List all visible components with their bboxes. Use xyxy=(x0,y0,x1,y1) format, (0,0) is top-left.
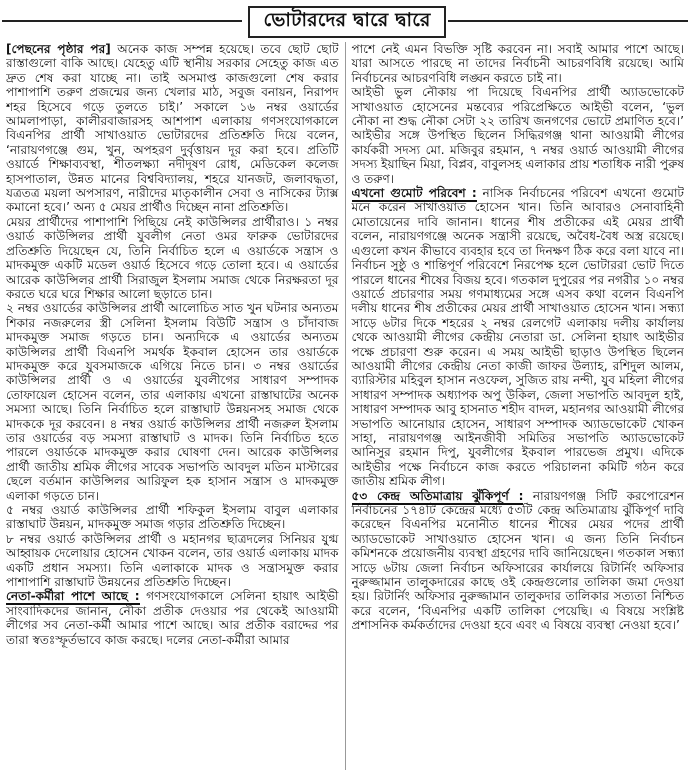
headline-rule-right xyxy=(448,20,688,22)
paragraph-text: আইভী ভুল নৌকায় পা দিয়েছে বিএনপির প্রার্থী অ্যাডভোকেট সাখাওয়াত হোসেনের মন্তব্যের পরিপ্রেক্ষিতে আইভী বলেন, ‘ভুল নৌকা না শুদ্ধ নৌকা সেটা ২২ তারিখ জনগণের ভোটে প্রমাণিত হবে।’ আইভীর সঙ্গে উপস্থিত ছিলেন সিদ্ধিরগঞ্জ থানা আওয়ামী লীগের কার্যকরী সদস্য মো. মজিবুর রহমান, ৭ নম্বর ওয়ার্ড আওয়ামী লীগের সদস্য ইয়াছিন মিয়া, বিপ্লব, বাবুলসহ এলাকার প্রায় শতাধিক নারী পুরুষ ও তরুণ। xyxy=(351,85,684,186)
paragraph-text: নাসিক নির্বাচনের পরিবেশ এখনো গুমোট মনে করেন সাখাওয়াত হোসেন খান। তিনি আবারও সেনাবাহিনী মোতায়েনের দাবি জানান। ধানের শীষ প্রতীকের এই মেয়র প্রার্থী বলেন, নারায়ণগঞ্জে অনেক সন্ত্রাসী রয়েছে, অবৈধ-বৈধ অস্ত্র রয়েছে। এগুলো কখন কীভাবে ব্যবহার হবে তা দিনক্ষণ ঠিক করে বলা যাবে না। নির্বাচন সুষ্ঠু ও শান্তিপূর্ণ পরিবেশে নিরপেক্ষ হলে ভোটাররা ভোট দিতে পারলে ধানের শীষের বিজয় হবে। গতকাল দুপুরের পর নগরীর ১০ নম্বর ওয়ার্ডে প্রচারণার সময় গণমাধ্যমের সঙ্গে এসব কথা বলেন বিএনপি দলীয় ধানের শীষ প্রতীকের মেয়র প্রার্থী সাখাওয়াত হোসেন খান। সন্ধ্যা সাড়ে ৬টার দিকে শহরের ২ নম্বর রেলগেট এলাকায় দলীয় কার্যালয় থেকে আওয়ামী লীগের কেন্দ্রীয় নেতারা ডা. সেলিনা হায়াৎ আইভীর পক্ষে প্রচারণা শুরু করেন। এ সময় আইভী ছাড়াও উপস্থিত ছিলেন আওয়ামী লীগের কেন্দ্রীয় নেতা কাজী জাফর উল্যাহ, রশিদুল আলম, ব্যারিস্টার মহিবুল হাসান নওফেল, সুজিত রায় নন্দী, যুব মহিলা লীগের সাধারণ সম্পাদক অধ্যাপক অপু উকিল, জেলা সভাপতি আবদুল হাই, সাধারণ সম্পাদক আবু হাসনাত শহীদ বাদল, মহানগর আওয়ামী লীগের সভাপতি আনোয়ার হোসেন, সাধারণ সম্পাদক অ্যাডভোকেট খোকন সাহা, নারায়ণগঞ্জ আইনজীবী সমিতির সভাপতি অ্যাডভোকেট আনিসুর রহমান দিপু, যুবলীগের ইকবাল পারভেজ প্রমুখ। এদিকে আইভীর পক্ষে নির্বাচনে কাজ করতে পরিচালনা কমিটি গঠন করে জাতীয় শ্রমিক লীগ। xyxy=(351,186,684,489)
left-paragraph-1 xyxy=(6,42,339,215)
headline xyxy=(248,6,446,38)
right-paragraph-1 xyxy=(352,42,685,85)
paragraph-text: ৫ নম্বর ওয়ার্ড কাউন্সিলর প্রার্থী শফিকুল ইসলাম বাবুল এলাকার রাস্তাঘাট উন্নয়ন, মাদকমুক্ত সমাজ গড়ার প্রতিশ্রুতি দিচ্ছেন। xyxy=(6,503,339,532)
left-paragraph-5 xyxy=(6,532,339,590)
article-columns xyxy=(6,42,684,770)
paragraph-text: ২ নম্বর ওয়ার্ডের কাউন্সিলর প্রার্থী আলোচিত সাত খুন ঘটনার অন্যতম শিকার নজরুলের স্ত্রী সেলিনা ইসলাম বিউটি সন্ত্রাস ও চাঁদাবাজ মাদকমুক্ত সমাজ গড়তে চান। অন্যদিকে এ ওয়ার্ডের অন্যতম কাউন্সিলর প্রার্থী বিএনপি সমর্থক ইকবাল হোসেন তার ওয়ার্ডকে মাদকমুক্ত করে যুবসমাজকে এগিয়ে নিতে চান। ৩ নম্বর ওয়ার্ডের কাউন্সিলর প্রার্থী ও এ ওয়ার্ডের যুবলীগের সাধারণ সম্পাদক তোফায়েল হোসেন বলেন, তার এলাকায় এখনো রাস্তাঘাটের অনেক সমস্যা আছে। তিনি নির্বাচিত হলে রাস্তাঘাট উন্নয়নসহ সমাজ থেকে মাদককে দূর করবেন। ৪ নম্বর ওয়ার্ড কাউন্সিলর প্রার্থী নজরুল ইসলাম তার ওয়ার্ডের বড় সমস্যা রাস্তাঘাট ও মাদক। তিনি নির্বাচিত হতে পারলে ওয়ার্ডকে মাদকমুক্ত করার ঘোষণা দেন। আরেক কাউন্সিলর প্রার্থী জাতীয় শ্রমিক লীগের সাবেক সভাপতি আবদুল মতিন মাস্টারের ছেলে বর্তমান কাউন্সিলর আরিফুল হক হাসান সন্ত্রাস ও মাদকমুক্ত এলাকা গড়তে চান। xyxy=(6,301,339,503)
left-column xyxy=(6,42,346,770)
paragraph-text: মেয়র প্রার্থীদের পাশাপাশি পিছিয়ে নেই কাউন্সিলর প্রার্থীরাও। ১ নম্বর ওয়ার্ড কাউন্সিলর প্রার্থী যুবলীগ নেতা ওমর ফারুক ভোটারদের প্রতিশ্রুতি দিয়েছেন যে, তিনি নির্বাচিত হলে এ ওয়ার্ডকে সন্ত্রাস ও মাদকমুক্ত একটি মডেল ওয়ার্ড হিসেবে গড়ে তোলা হবে। এ ওয়ার্ডের আরেক কাউন্সিলর প্রার্থী সিরাজুল ইসলাম সমাজ থেকে নিরক্ষরতা দূর করতে ঘরে ঘরে শিক্ষার আলো ছড়াতে চান। xyxy=(6,214,339,301)
paragraph-text: নারায়ণগঞ্জ সিটি করপোরেশন নির্বাচনের ১৭৪টি কেন্দ্রের মধ্যে ৫৩টি কেন্দ্র অতিমাত্রায় ঝুঁকিপূর্ণ দাবি করেছেন বিএনপির মনোনীত ধানের শীষের মেয়র পদের প্রার্থী অ্যাডভোকেট সাখাওয়াত হোসেন খান। এ জন্য তিনি নির্বাচন কমিশনকে প্রয়োজনীয় ব্যবস্থা গ্রহণের দাবি জানিয়েছেন। গতকাল সন্ধ্যা সাড়ে ৬টায় জেলা নির্বাচন অফিসারের কার্যালয়ে রিটার্নিং অফিসার নুরুজ্জামান তালুকদারের কাছে ওই কেন্দ্রগুলোর তালিকা জমা দেওয়া হয়। রিটার্নিং অফিসার নুরুজ্জামান তালুকদার তালিকার সত্যতা নিশ্চিত করে বলেন, ‘বিএনপির একটি তালিকা পেয়েছি। এ বিষয়ে সংশ্লিষ্ট প্রশাসনিক কর্মকর্তাদের দেওয়া হবে এবং এ বিষয়ে ব্যবস্থা নেওয়া হবে।’ xyxy=(351,488,684,633)
paragraph-text: গণসংযোগকালে সেলিনা হায়াৎ আইভী সাংবাদিকদের জানান, নৌকা প্রতীক দেওয়ার পর থেকেই আওয়ামী লীগের সব নেতা-কর্মী আমার পাশে আছে। আর প্রতীক বরাদ্দের পর তারা স্বতঃস্ফূর্তভাবে কাজ করছে। দলের নেতা-কর্মীরা আমার xyxy=(6,589,339,647)
headline-rule-left xyxy=(2,20,242,22)
subheading-risky-centers: ৫৩ কেন্দ্র অতিমাত্রায় ঝুঁকিপূর্ণ : xyxy=(351,488,524,503)
right-paragraph-2 xyxy=(352,85,685,186)
left-paragraph-4 xyxy=(6,503,339,532)
subheading-leaders-beside: নেতা-কর্মীরা পাশে আছে : xyxy=(6,589,140,604)
paragraph-text: পাশে নেই এমন বিভক্তি সৃষ্টি করবেন না। সবাই আমার পাশে আছে। যারা আসতে পারছে না তাদের নির্বাচনী আচরণবিধি রয়েছে। আমি নির্বাচনের আচরণবিধি লঙ্ঘন করতে চাই না। xyxy=(351,42,684,85)
subheading-gloomy-environment: এখনো গুমোট পরিবেশ : xyxy=(351,186,477,201)
right-column xyxy=(346,42,685,770)
paragraph-text: ৮ নম্বর ওয়ার্ড কাউন্সিলর প্রার্থী ও মহানগর ছাত্রদলের সিনিয়র যুগ্ম আহ্বায়ক দেলোয়ার হোসেন খোকন বলেন, তার ওয়ার্ড এলাকায় মাদক একটি প্রধান সমস্যা। তিনি এলাকাকে মাদক ও সন্ত্রাসমুক্ত করার পাশাপাশি রাস্তাঘাট উন্নয়নের প্রতিশ্রুতি দিচ্ছেন। xyxy=(6,531,339,590)
paragraph-text: অনেক কাজ সম্পন্ন হয়েছে। তবে ছোট ছোট রাস্তাগুলো বাকি আছে। যেহেতু এটি স্থানীয় সরকার সেহেতু কাজ এত দ্রুত শেষ করা যাচ্ছে না। তাই অসমাপ্ত কাজগুলো শেষ করার পাশাপাশি তরুণ প্রজন্মের জন্য খেলার মাঠ, সবুজ বনায়ন, নিরাপদ শহর হিসেবে গড়ে তুলতে চাই।’ সকালে ১৬ নম্বর ওয়ার্ডের আমলাপাড়া, কালীরবাজারসহ আশপাশ এলাকায় গণসংযোগকালে বিএনপির প্রার্থী সাখাওয়াত ভোটারদের প্রতিশ্রুতি দিয়ে বলেন, ‘নারায়ণগঞ্জে গুম, খুন, অপহরণ দুর্বৃত্তায়ন দূর করা হবে। প্রতিটি ওয়ার্ডে শিক্ষাব্যবস্থা, শীতলক্ষ্যা নদীদূষণ রোধ, মেডিকেল কলেজ হাসপাতাল, উন্নত মানের বিশ্ববিদ্যালয়, শহরে যানজট, জলাবদ্ধতা, যত্রতত্র ময়লা অপসারণ, নারীদের মাতৃকালীন সেবা ও নাসিকের ট্যাক্স কমানো হবে।’ অন্য ৫ মেয়র প্রার্থীও দিচ্ছেন নানা প্রতিশ্রুতি। xyxy=(6,42,339,215)
left-paragraph-2 xyxy=(6,215,339,301)
left-paragraph-6 xyxy=(6,589,339,647)
right-paragraph-3 xyxy=(352,186,685,489)
headline-bar xyxy=(0,6,690,36)
headline-text: ভোটারদের দ্বারে দ্বারে xyxy=(263,9,431,31)
right-paragraph-4 xyxy=(352,489,685,633)
continuation-marker: [পেছনের পৃষ্ঠার পর] xyxy=(6,42,111,56)
left-paragraph-3 xyxy=(6,301,339,503)
